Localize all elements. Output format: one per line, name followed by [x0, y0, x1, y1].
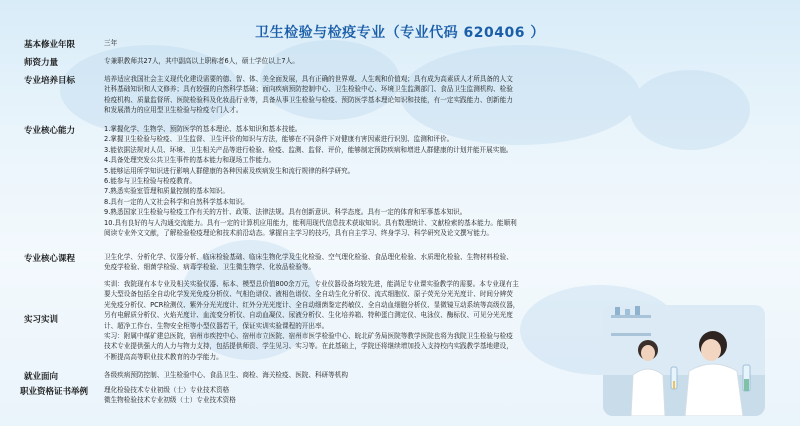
content-line: 阅读专业外文文献，了解检验检疫理论和技术前沿动态。掌握自主学习的技巧，具有自主学习、终身学习、科学研究及论文撰写能力。	[104, 229, 494, 238]
row-content	[104, 74, 513, 116]
content-line: 免疫学检验、细菌学检验、病毒学检验、卫生微生物学、化妆品检验等。	[104, 263, 315, 272]
content-line: 4.具备处理突发公共卫生事件的基本能力和现场工作能力。	[104, 156, 276, 165]
content-line: 卫生化学、分析化学、仪器分析、临床检验基础、临床生物化学及生化检验、空气理化检验、食品理化检验、水质理化检验、生物材料检验、	[104, 253, 513, 261]
content-line: 技术专业提供强大的人力与物力支持，包括提供师资、学生见习、实习等。在此基础上，学院还将继续增加投入支持校内实践教学基地建设，	[104, 342, 513, 351]
content-line: 检疫机构、质量监督所、医院检验科及化妆品行业等，具备从事卫生检验与检疫、预防医学基本理论知识和技能，有一定实践能力、创新能力	[104, 95, 513, 104]
content-line: 和发展潜力的应用型卫生检验与检疫专门人才。	[104, 106, 243, 115]
content-line: 另有电解质分析仪、火焰光度计、血流变分析仪、自动血凝仪、尿液分析仪、生化培养箱、特种蛋白测定仪、电泳仪、酶标仪、可见分光光度	[104, 311, 513, 320]
content-line: 10.具有良好的与人沟通交流能力。具有一定的计算机应用能力，能利用现代信息技术获取知识。具有数理统计、文献检索的基本能力。能顺利	[104, 218, 517, 227]
content-line: 8.具有一定的人文社会科学和自然科学基本知识。	[104, 197, 249, 206]
content-line: 专兼职教师共27人，其中副高以上职称者6人，硕士学位以上7人。	[104, 57, 299, 65]
content-line: 社科基础知识和人文修养；具有较强的自然科学基础；面向疾病预防控制中心、卫生检验中心、环境卫生监测部门、食品卫生监测机构、检验	[104, 85, 513, 94]
row-label: 专业核心能力	[24, 126, 76, 136]
row-content	[104, 279, 519, 362]
content-line: 7.熟悉实验室管理和质量控制的基本知识。	[104, 187, 229, 196]
row-content	[104, 370, 348, 380]
content-line: 2.掌握卫生检验与检疫、卫生监督、卫生评价的知识与方法，能够在不同条件下对健康有害因素进行识别、监测和评价。	[104, 135, 454, 144]
row-content	[104, 56, 299, 66]
row-content	[104, 38, 117, 48]
row-label: 基本修业年限	[24, 40, 76, 50]
content-line: 3.能依据法规对人员、环境、卫生相关产品等进行检验、检疫、监测、监督、评价，能够制定预防疾病和增进人群健康的计划并能开展实施。	[104, 145, 513, 154]
content-line: 不断提高高等职业技术教育的办学能力。	[104, 352, 223, 361]
row-label: 专业核心课程	[24, 254, 76, 264]
row-label: 职业资格证书举例	[20, 387, 89, 397]
content-line: 1.掌握化学、生物学、预防医学的基本理论、基本知识和基本技能。	[104, 125, 302, 133]
row-content	[104, 252, 513, 273]
row-label: 就业面向	[24, 372, 59, 382]
row-label: 实习实训	[24, 315, 59, 325]
content-line: 计、超净工作台、生物安全柜等小型仪器若干，保证实训实验课程的开出率。	[104, 321, 329, 330]
content-line: 理化检验技术专业初级（士）专业技术资格	[104, 386, 230, 394]
content-line: 培养适应我国社会主义现代化建设需要的德、智、体、美全面发展，具有正确的世界观、人生观和价值观；具有成为高素质人才所具备的人文	[104, 75, 513, 83]
row-label: 专业培养目标	[24, 76, 76, 86]
content-line: 实习：附属中煤矿建总医院，宿州市疾控中心、宿州市立医院、宿州市医学检验中心、皖北矿务局医院等教学医院也将为我院卫生检验与检疫	[104, 332, 513, 341]
row-content	[104, 124, 517, 238]
content-line: 6.能参与卫生检验与检疫教育。	[104, 177, 197, 186]
row-content	[104, 385, 236, 406]
content-line: 微生物检验技术专业初级（士）专业技术资格	[104, 396, 236, 405]
lab-illustration	[603, 305, 765, 416]
content-line: 三年	[104, 39, 118, 47]
lab-photo	[603, 305, 765, 416]
content-line: 各级疾病预防控制、卫生检验中心、食品卫生、商检、海关检疫、医院、科研等机构	[104, 371, 348, 379]
row-label: 师资力量	[24, 58, 59, 68]
content-line: 5.能够运用所学知识进行影响人群健康的各种因素及疾病发生和流行规律的科学研究。	[104, 166, 355, 175]
content-line: 要大型设备包括全自动化学发光免疫分析仪、气相色谱仪、液相色谱仪、全自动生化分析仪、流式细胞仪、原子荧光分光光度计、时间分辨荧	[104, 290, 513, 299]
page-title: 卫生检验与检疫专业（专业代码 620406 ）	[255, 25, 545, 41]
content-line: 9.熟悉国家卫生检验与检疫工作有关的方针、政策、法律法规。具有创新意识、科学态度。具有一定的体育和军事基本知识。	[104, 208, 467, 217]
content-line: 实训：我院现有本专业及相关实验仪器、标本、模型总价值800余万元，专业仪器设备均较先进，能满足专业课实验教学的需要。本专业现有主	[104, 280, 519, 288]
content-line: 光免疫分析仪、PCR检测仪、紫外分光光度计、红外分光光度计、全自动细菌鉴定药敏仪、全自动血细胞分析仪、显微镜互动系统等高级仪器，	[104, 300, 520, 309]
